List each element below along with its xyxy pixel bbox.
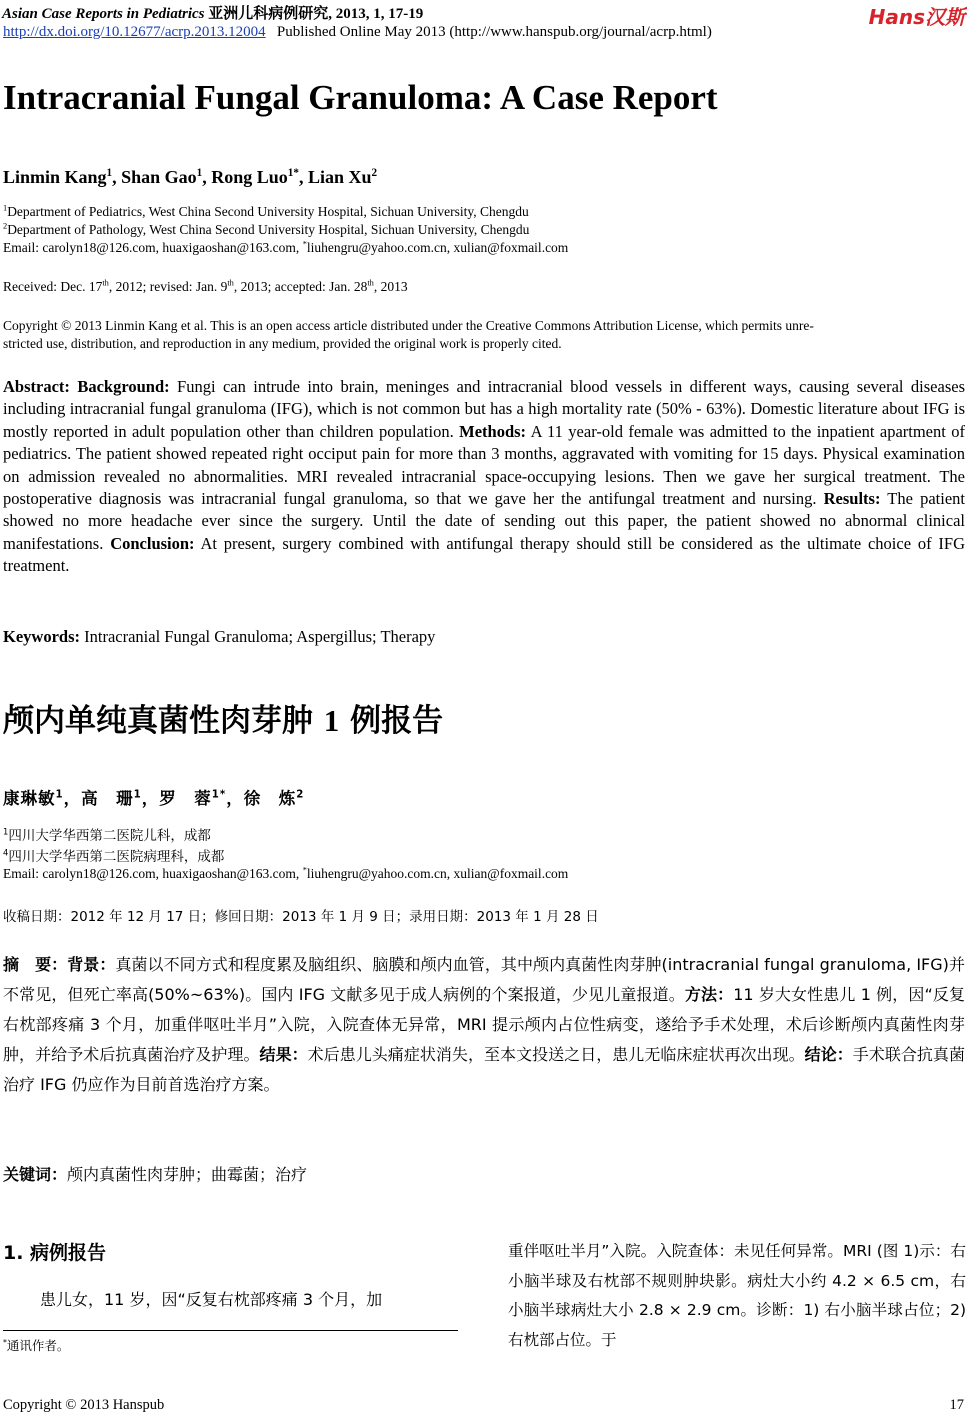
- date-sup: th: [367, 278, 374, 288]
- footnote: [3, 1336, 69, 1354]
- footnote-star: *: [3, 1337, 7, 1347]
- running-header-citation: [2, 2, 423, 23]
- author-name-cn: 罗 蓉: [159, 789, 212, 808]
- author-affil-sup: 1: [106, 167, 113, 179]
- citation-info: , 2013, 1, 17-19: [328, 6, 424, 22]
- author-name-cn: 康琳敏: [3, 789, 56, 808]
- copyright-line-1: Copyright © 2013 Linmin Kang et al. This is an open access article distributed under the Creative Commons Attribution License, which permits unre-: [3, 318, 814, 333]
- results-cn-label: 结果：: [259, 1045, 308, 1064]
- author-name: Linmin Kang: [3, 167, 107, 187]
- accepted-date: , 2013; accepted: Jan. 28: [233, 279, 368, 294]
- methods-text: A 11 year-old female was admitted to the inpatient apartment of pediatrics. The patient showed repeated right occiput pain for more than 3 months, aggravated with vomiting for 15 days. Physical examination on admission revealed no abnormalities. MRI revealed intracranial space-occupying lesions. Then we gave her surgical treatment. The postoperative diagnosis was intracranial fungal granuloma, so that we gave her the antifungal treatment and nursing.: [3, 421, 965, 509]
- conclusion-text: At present, surgery combined with antifungal therapy should still be considered as the ultimate choice of IFG treatment.: [3, 533, 966, 576]
- conclusion-label: Conclusion:: [110, 533, 195, 553]
- author-affil-sup: 1: [55, 789, 64, 801]
- received-date: Received: Dec. 17: [3, 279, 103, 294]
- affiliation-2-en: [3, 222, 529, 238]
- keywords-cn-text: 颅内真菌性肉芽肿；曲霉菌；治疗: [67, 1165, 308, 1184]
- abstract-cn: [3, 950, 965, 1100]
- conclusion-cn-text: 手术联合抗真菌治疗 IFG 仍应作为目前首选治疗方案。: [3, 1045, 965, 1094]
- conclusion-cn-label: 结论：: [804, 1045, 853, 1064]
- author-affil-sup: 2: [371, 167, 378, 179]
- affil-text: 四川大学华西第二医院儿科，成都: [8, 828, 211, 844]
- background-cn-text: 真菌以不同方式和程度累及脑组织、脑膜和颅内血管，其中颅内真菌性肉芽肿(intracranial fungal granuloma, IFG)并不常见，但死亡率高(50%~63%)。国内 IFG 文献多见于成人病例的个案报道，少见儿童报道。: [3, 955, 965, 1004]
- journal-name-cn: 亚洲儿科病例研究: [208, 6, 329, 22]
- background-label: Background:: [77, 377, 170, 396]
- affil-text: Department of Pathology, West China Second University Hospital, Sichuan University, Chengdu: [7, 222, 530, 237]
- paper-title-cn: [3, 695, 443, 740]
- affil-number: 1: [3, 203, 8, 213]
- abstract-label: Abstract:: [3, 377, 70, 396]
- corresponding-star: *: [302, 239, 307, 249]
- keywords-text: Intracranial Fungal Granuloma; Aspergillus; Therapy: [80, 627, 436, 646]
- author-separator: ,: [202, 167, 212, 187]
- author-name: Lian Xu: [307, 167, 372, 187]
- background-text: Fungi can intrude into brain, meninges and intracranial blood vessels in different ways, causing several diseases including intracranial fungal granuloma (IFG), which is not common but has a high mortality rate (50% - 63%). Domestic literature about IFG is mostly reported in adult population other than children population.: [3, 377, 965, 441]
- author-affil-sup: 1: [133, 789, 142, 801]
- background-cn-label: 背景：: [67, 955, 116, 974]
- affiliation-1-en: [3, 204, 529, 220]
- footer-copyright: Copyright © 2013 Hanspub: [3, 1397, 165, 1413]
- affil-number: 1: [3, 826, 9, 837]
- keywords-cn: [3, 1162, 307, 1185]
- author-list-en: [3, 167, 377, 188]
- date-sup: th: [227, 278, 234, 288]
- affiliation-1-cn: [3, 824, 211, 844]
- dates-cn: 收稿日期：2012 年 12 月 17 日；修回日期：2013 年 1 月 9 日；录用日期：2013 年 1 月 28 日: [3, 909, 599, 925]
- author-separator: ，: [226, 789, 244, 808]
- case-report-right-column: 重伴呕吐半月”入院。入院查体：未见任何异常。MRI (图 1)示：右小脑半球及右枕部不规则肿块影。病灶大小约 4.2 × 6.5 cm，右小脑半球病灶大小 2.8 × 2.9 cm。诊断：1) 右小脑半球占位；2) 右枕部占位。于: [508, 1242, 966, 1349]
- section-heading: 1. 病例报告: [3, 1242, 107, 1264]
- keywords-cn-label: 关键词：: [3, 1165, 68, 1184]
- copyright-line-2: stricted use, distribution, and reproduction in any medium, provided the original work is properly cited.: [3, 336, 562, 351]
- case-report-left-column: 患儿女，11 岁，因“反复右枕部疼痛 3 个月，加: [40, 1290, 383, 1309]
- title-cn-part: 例报告: [339, 703, 444, 739]
- date-tail: , 2013: [373, 279, 408, 294]
- author-name-cn: 徐 炼: [243, 789, 297, 808]
- author-affil-sup: 1*: [287, 167, 299, 179]
- author-name: Rong Luo: [211, 167, 288, 187]
- email-line-cn: [3, 866, 568, 882]
- author-name: Shan Gao: [121, 167, 197, 187]
- dates-en: [3, 279, 408, 295]
- author-separator: ，: [141, 789, 160, 808]
- affil-text: Department of Pediatrics, West China Second University Hospital, Sichuan University, Chengdu: [7, 204, 529, 219]
- author-affil-sup: 2: [296, 789, 305, 801]
- revised-date: , 2012; revised: Jan. 9: [108, 279, 228, 294]
- affil-number: 2: [3, 221, 8, 231]
- published-online: Published Online May 2013 (http://www.hanspub.org/journal/acrp.html): [276, 24, 712, 40]
- email-suffix: liuhengru@yahoo.com.cn, xulian@foxmail.com: [306, 240, 569, 255]
- methods-label: Methods:: [459, 421, 527, 441]
- keywords-en: [3, 627, 435, 647]
- results-cn-text: 术后患儿头痛症状消失，至本文投送之日，患儿无临床症状再次出现。: [307, 1045, 805, 1064]
- affiliation-2-cn: [3, 845, 224, 865]
- email-suffix: liuhengru@yahoo.com.cn, xulian@foxmail.com: [306, 866, 569, 881]
- abstract-cn-label: 摘 要：: [3, 955, 68, 974]
- hans-logo: Hans汉斯: [868, 5, 965, 29]
- running-header-doi: [3, 24, 712, 41]
- author-separator: ，: [63, 789, 82, 808]
- author-name-cn: 高 珊: [81, 789, 134, 808]
- results-label: Results:: [823, 489, 881, 509]
- footnote-rule: [3, 1330, 458, 1331]
- affil-text: 四川大学华西第二医院病理科，成都: [8, 849, 225, 865]
- email-prefix: Email: carolyn18@126.com, huaxigaoshan@163.com,: [3, 866, 303, 881]
- corresponding-star: *: [302, 865, 307, 875]
- author-affil-sup: 1: [196, 167, 203, 179]
- keywords-label: Keywords:: [3, 627, 80, 646]
- author-list-cn: [3, 785, 304, 809]
- date-sup: th: [102, 278, 109, 288]
- affil-number: 4: [3, 847, 9, 858]
- journal-name: Asian Case Reports in Pediatrics: [2, 6, 205, 22]
- footnote-text: 通讯作者。: [6, 1338, 70, 1353]
- author-separator: ,: [112, 167, 122, 187]
- methods-cn-text: 11 岁大女性患儿 1 例，因“反复右枕部疼痛 3 个月，加重伴呕吐半月”入院，入院查体无异常，MRI 提示颅内占位性病变，遂给予手术处理，术后诊断颅内真菌性肉芽肿，并给予术后抗真菌治疗及护理。: [3, 985, 965, 1064]
- page-number: 17: [949, 1397, 964, 1413]
- author-separator: ,: [298, 167, 308, 187]
- methods-cn-label: 方法：: [684, 985, 734, 1004]
- doi-link[interactable]: http://dx.doi.org/10.12677/acrp.2013.12004: [3, 24, 266, 40]
- title-cn-part: 颅内单纯真菌性肉芽肿: [3, 703, 324, 739]
- author-affil-sup: 1*: [211, 789, 227, 801]
- email-line-en: [3, 240, 568, 256]
- results-text: The patient showed no more headache ever since the surgery. Until the date of sending out this paper, the patient showed no abnormal clinical manifestations.: [3, 489, 965, 553]
- email-prefix: Email: carolyn18@126.com, huaxigaoshan@163.com,: [3, 240, 303, 255]
- abstract-en: [3, 376, 965, 578]
- title-cn-number: 1: [323, 703, 340, 738]
- paper-title-en: Intracranial Fungal Granuloma: A Case Report: [3, 78, 718, 117]
